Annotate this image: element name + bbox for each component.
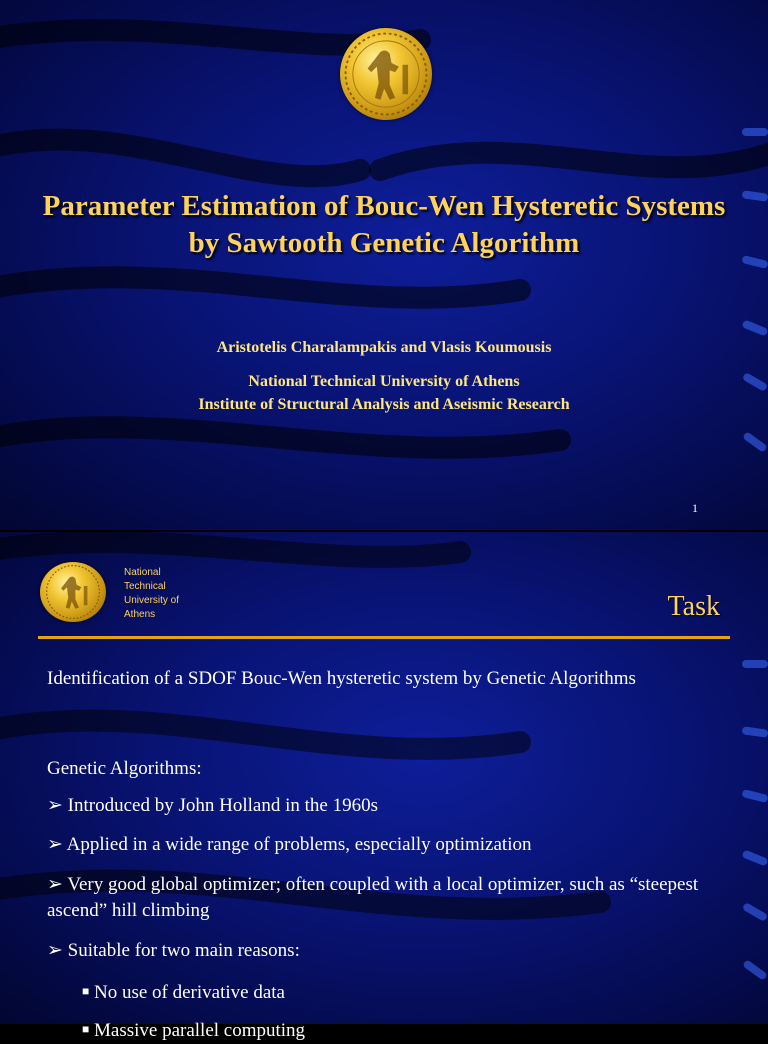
logo-caption-line: Technical [124,581,166,592]
logo-caption-line: Athens [124,609,156,620]
institute-name: Institute of Structural Analysis and Aseismic Research [198,396,570,413]
list-item [47,872,722,924]
bullet-text: Suitable for two main reasons: [67,940,300,961]
square-bullet-icon: ■ [82,1022,90,1036]
ga-heading: Genetic Algorithms: [47,758,202,779]
arrow-bullet-icon: ➢ [47,940,63,961]
arrow-bullet-icon: ➢ [47,795,63,816]
institution-name: National Technical University of Athens [248,373,520,390]
arrow-bullet-icon: ➢ [47,834,63,855]
logo-caption-line: University of [124,595,180,606]
list-item [47,832,531,858]
ntua-coin-icon [340,28,432,120]
sub-bullet-text: Massive parallel computing [94,1020,306,1041]
sub-bullet-text: No use of derivative data [94,982,285,1003]
page-number: 1 [692,501,698,515]
bullet-text: Introduced by John Holland in the 1960s [67,795,378,816]
bullet-text: Very good global optimizer; often coupled with a local optimizer, such as “steepest ascend” hill climbing [47,874,699,921]
intro-text: Identification of a SDOF Bouc-Wen hysteretic system by Genetic Algorithms [47,668,636,689]
list-item [47,793,378,819]
presentation-title: Parameter Estimation of Bouc-Wen Hysteretic Systems by Sawtooth Genetic Algorithm [42,190,726,259]
list-item [82,1016,305,1044]
authors: Aristotelis Charalampakis and Vlasis Koumousis [216,339,552,356]
ntua-coin-icon [40,562,106,622]
list-item [82,978,285,1006]
logo-caption-line: National [124,567,161,578]
bullet-text: Applied in a wide range of problems, especially optimization [66,834,532,855]
logo-caption [124,566,179,622]
arrow-bullet-icon: ➢ [47,874,63,895]
square-bullet-icon: ■ [82,984,90,998]
slide-heading: Task [667,591,720,622]
heading-rule [38,636,730,639]
list-item [47,938,300,964]
